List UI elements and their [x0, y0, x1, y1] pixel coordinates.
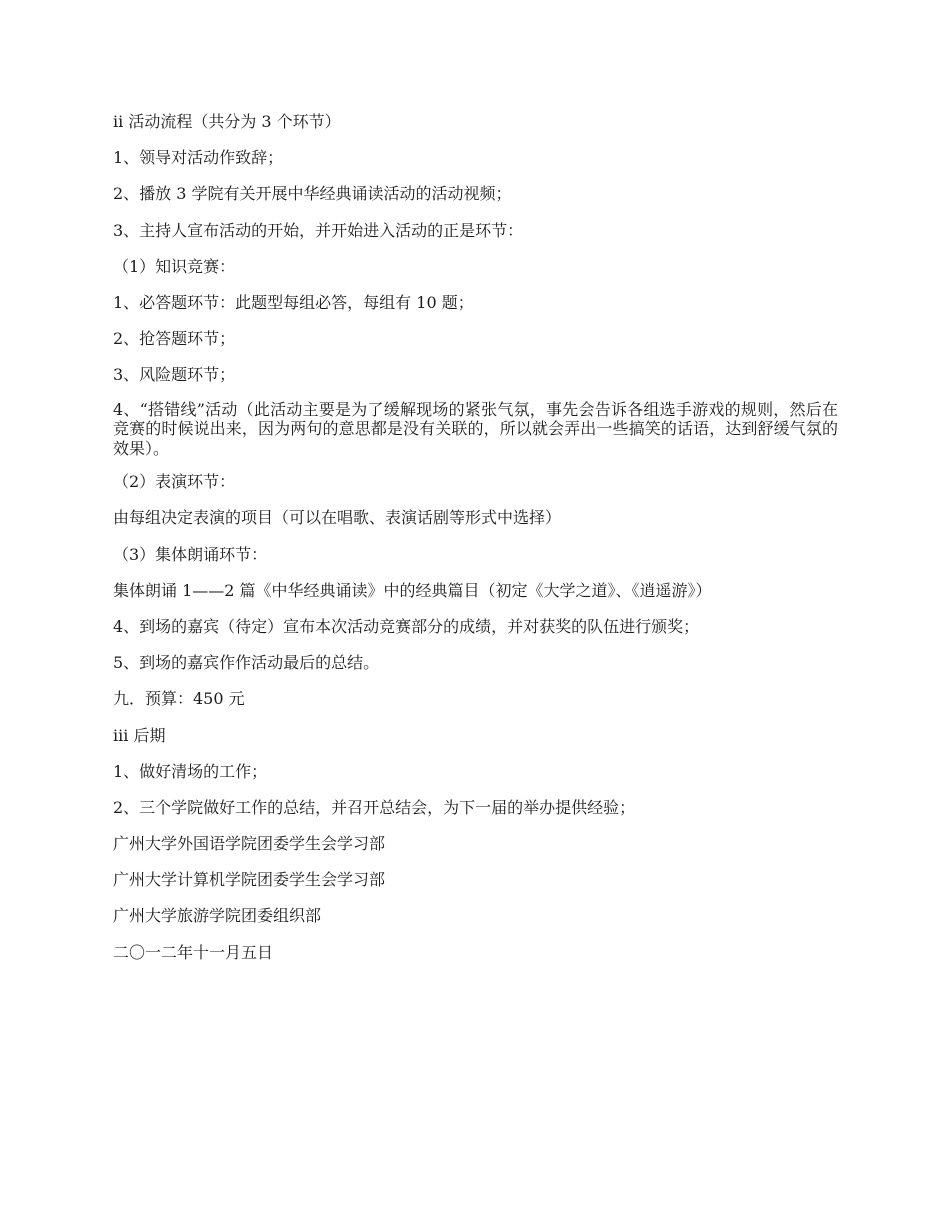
quiz-item: 1、必答题环节：此题型每组必答，每组有 10 题；	[113, 292, 474, 312]
quiz-item: 3、风险题环节；	[113, 365, 236, 385]
process-item: 1、领导对活动作致辞；	[113, 148, 284, 168]
post-item: 2、三个学院做好工作的总结，并召开总结会，为下一届的举办提供经验；	[113, 797, 636, 817]
organizer-line: 广州大学旅游学院团委组织部	[113, 906, 322, 926]
document-body	[113, 110, 838, 977]
organizer-line: 广州大学外国语学院团委学生会学习部	[113, 834, 386, 854]
process-item: 5、到场的嘉宾作作活动最后的总结。	[113, 653, 380, 673]
sub-heading-performance: （2）表演环节：	[113, 472, 236, 492]
quiz-item: 2、抢答题环节；	[113, 329, 236, 349]
process-item: 3、主持人宣布活动的开始，并开始进入活动的正是环节：	[113, 220, 524, 240]
document-date: 二〇一二年十一月五日	[113, 942, 274, 962]
process-item: 4、到场的嘉宾（待定）宣布本次活动竞赛部分的成绩，并对获奖的队伍进行颁奖；	[113, 616, 700, 636]
section-heading-process: ii 活动流程（共分为 3 个环节）	[113, 112, 341, 131]
sub-heading-quiz: （1）知识竞赛：	[113, 256, 236, 276]
sub-heading-recitation: （3）集体朗诵环节：	[113, 544, 268, 564]
organizer-line: 广州大学计算机学院团委学生会学习部	[113, 870, 386, 890]
performance-description: 由每组决定表演的项目（可以在唱歌、表演话剧等形式中选择）	[113, 508, 562, 528]
section-heading-post: iii 后期	[113, 725, 166, 745]
budget-line: 九．预算：450 元	[113, 689, 245, 709]
quiz-item-paragraph: 4、“搭错线”活动（此活动主要是为了缓解现场的紧张气氛，事先会告诉各组选手游戏的规则，然后在竞赛的时候说出来，因为两句的意思都是没有关联的，所以就会弄出一些搞笑的话语，达到舒缓气氛的效果）。	[113, 399, 838, 458]
recitation-description: 集体朗诵 1——2 篇《中华经典诵读》中的经典篇目（初定《大学之道》、《逍遥游》）	[113, 580, 712, 600]
post-item: 1、做好清场的工作；	[113, 761, 268, 781]
process-item: 2、播放 3 学院有关开展中华经典诵读活动的活动视频；	[113, 184, 512, 204]
